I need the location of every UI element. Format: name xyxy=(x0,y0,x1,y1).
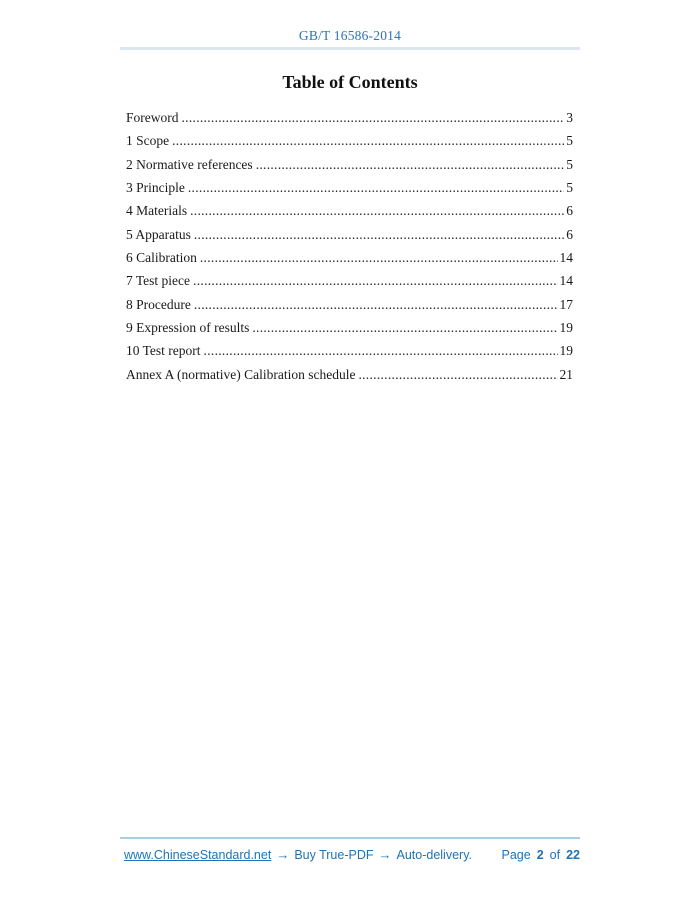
dot-leader xyxy=(358,363,557,386)
toc-entry-label: 7 Test piece xyxy=(126,273,191,289)
toc-entry-page: 5 xyxy=(566,180,573,196)
toc-entry-label: 1 Scope xyxy=(126,133,170,149)
toc-entry[interactable] xyxy=(126,246,573,269)
arrow-right-icon: → xyxy=(276,847,290,862)
page-footer xyxy=(120,847,580,862)
toc-entry-label: Annex A (normative) Calibration schedule xyxy=(126,366,356,382)
toc-entry-page: 5 xyxy=(566,133,573,149)
toc-entry-page: 14 xyxy=(559,273,573,289)
page-title: Table of Contents xyxy=(282,72,418,92)
toc-entry-page: 21 xyxy=(559,366,573,382)
footer-divider xyxy=(120,837,580,839)
toc-entry-page: 19 xyxy=(559,343,573,359)
toc-entry-label: Foreword xyxy=(126,110,179,125)
footer-action-buy: Buy True-PDF xyxy=(294,848,374,862)
toc-entry[interactable] xyxy=(126,293,573,316)
toc-entry-page: 5 xyxy=(566,156,573,172)
page-indicator xyxy=(502,848,581,862)
toc-entry[interactable] xyxy=(126,153,573,176)
page-total: 22 xyxy=(566,848,580,862)
toc-entry[interactable] xyxy=(126,316,573,339)
dot-leader xyxy=(188,176,564,199)
dot-leader xyxy=(194,223,564,246)
toc-entry-label: 8 Procedure xyxy=(126,296,191,312)
toc-entry[interactable] xyxy=(126,199,573,222)
toc-entry[interactable] xyxy=(126,363,573,386)
toc-entry-page: 3 xyxy=(566,110,573,125)
dot-leader xyxy=(172,129,564,152)
toc-entry-page: 6 xyxy=(566,203,573,219)
toc-entry-label: 3 Principle xyxy=(126,180,185,196)
toc-entry[interactable] xyxy=(126,223,573,246)
dot-leader xyxy=(252,316,557,339)
dot-leader xyxy=(190,199,564,222)
toc-entry-page: 19 xyxy=(559,320,573,336)
standard-code: GB/T 16586-2014 xyxy=(298,28,402,43)
dot-leader xyxy=(193,269,557,292)
toc-entry-label: 9 Expression of results xyxy=(126,320,250,336)
toc-entry-label: 4 Materials xyxy=(126,203,188,219)
toc-entry[interactable] xyxy=(126,129,573,152)
header-divider xyxy=(120,47,580,50)
toc-entry-label: 6 Calibration xyxy=(126,250,197,266)
of-label: of xyxy=(549,848,561,862)
toc-entry-page: 6 xyxy=(566,226,573,242)
footer-promo xyxy=(120,847,472,862)
arrow-right-icon: → xyxy=(378,847,392,862)
toc-entry-page: 14 xyxy=(559,250,573,266)
website-link[interactable]: www.ChineseStandard.net xyxy=(124,848,272,862)
toc-entry-label: 10 Test report xyxy=(126,343,201,359)
table-of-contents xyxy=(126,106,573,386)
footer-action-delivery: Auto-delivery. xyxy=(396,848,472,862)
dot-leader xyxy=(182,106,565,129)
dot-leader xyxy=(204,339,558,362)
dot-leader xyxy=(256,153,565,176)
toc-entry[interactable] xyxy=(126,339,573,362)
dot-leader xyxy=(194,293,558,316)
toc-entry-page: 17 xyxy=(559,296,573,312)
dot-leader xyxy=(200,246,558,269)
toc-entry[interactable] xyxy=(126,106,573,129)
toc-entry-label: 5 Apparatus xyxy=(126,226,191,242)
page-current: 2 xyxy=(536,848,544,862)
toc-entry-label: 2 Normative references xyxy=(126,156,253,172)
toc-entry[interactable] xyxy=(126,176,573,199)
toc-entry[interactable] xyxy=(126,269,573,292)
page-label: Page xyxy=(501,848,531,862)
